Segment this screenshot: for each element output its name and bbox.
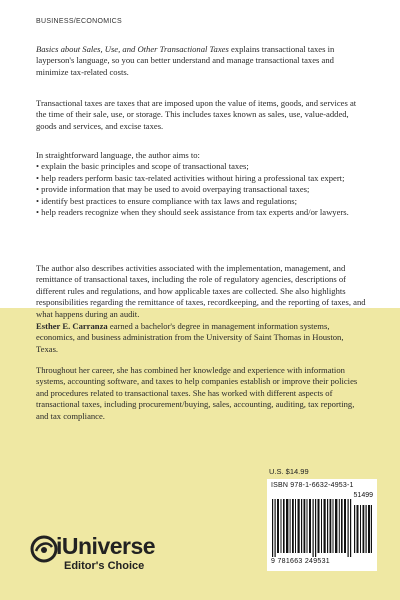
aims-item: • help readers recognize when they should seek assistance from tax experts and/or lawyers. [36, 207, 349, 218]
publisher-logo [30, 533, 190, 583]
aims-block [36, 150, 366, 218]
author-career-paragraph: Throughout her career, she has combined her knowledge and experience with information systems, accounting software, and taxes to help companies establish or improve their policies and procedures related to transactional taxes. She has worked with different aspects of transactional taxes, including procurement/buying, sales, accounting, auditing, tax reporting, and tax compliance. [36, 365, 358, 421]
aims-item: • explain the basic principles and scope of transactional taxes; [36, 161, 249, 172]
category-label: BUSINESS/ECONOMICS [36, 18, 122, 25]
aims-item: • identify best practices to ensure compliance with tax laws and regulations; [36, 195, 297, 206]
book-title: Basics about Sales, Use, and Other Transactional Taxes [36, 44, 229, 54]
author-name: Esther E. Carranza [36, 321, 108, 331]
barcode-block [267, 479, 377, 571]
publisher-name: iUniverse [56, 533, 156, 559]
definition-paragraph: Transactional taxes are taxes that are imposed upon the value of items, goods, and services at the time of their sale, use, or storage. This includes taxes known as sales, use, value-added, goods and services, and excise taxes. [36, 98, 357, 131]
publisher-imprint: Editor's Choice [64, 560, 145, 572]
aims-item: • help readers perform basic tax-related activities without hiring a professional tax expert; [36, 172, 345, 183]
author-bio-paragraph [36, 321, 366, 355]
barcode-number: 9 781663 249531 [271, 558, 330, 565]
iuniverse-swirl-logo-icon [30, 535, 58, 563]
isbn-label: ISBN 978-1-6632-4953-1 [271, 482, 354, 489]
intro-text: explains transactional taxes in layperson's language, so you can better understand and manage transactional taxes and minimize tax-related costs. [36, 44, 335, 77]
aims-lead: In straightforward language, the author aims to: [36, 150, 200, 160]
author-bio: earned a bachelor's degree in management information systems, economics, and business administration from the University of Saint Thomas in Houston, Texas. [36, 321, 344, 354]
activities-paragraph: The author also describes activities associated with the implementation, management, and remittance of transactional taxes, including the role of regulatory agencies, descriptions of different rules and regulations, and how applicable taxes are collected. She also highlights responsibilities regarding the remittance of taxes, recordkeeping, and the reporting of taxes, and what happens during an audit. [36, 263, 366, 319]
aims-item: • provide information that may be used to avoid overpaying transactional taxes; [36, 184, 310, 195]
aims-list [36, 161, 366, 218]
intro-paragraph [36, 44, 366, 78]
addon-code: 51499 [353, 492, 373, 499]
barcode-icon [270, 499, 374, 557]
price-label: U.S. $14.99 [269, 467, 309, 476]
